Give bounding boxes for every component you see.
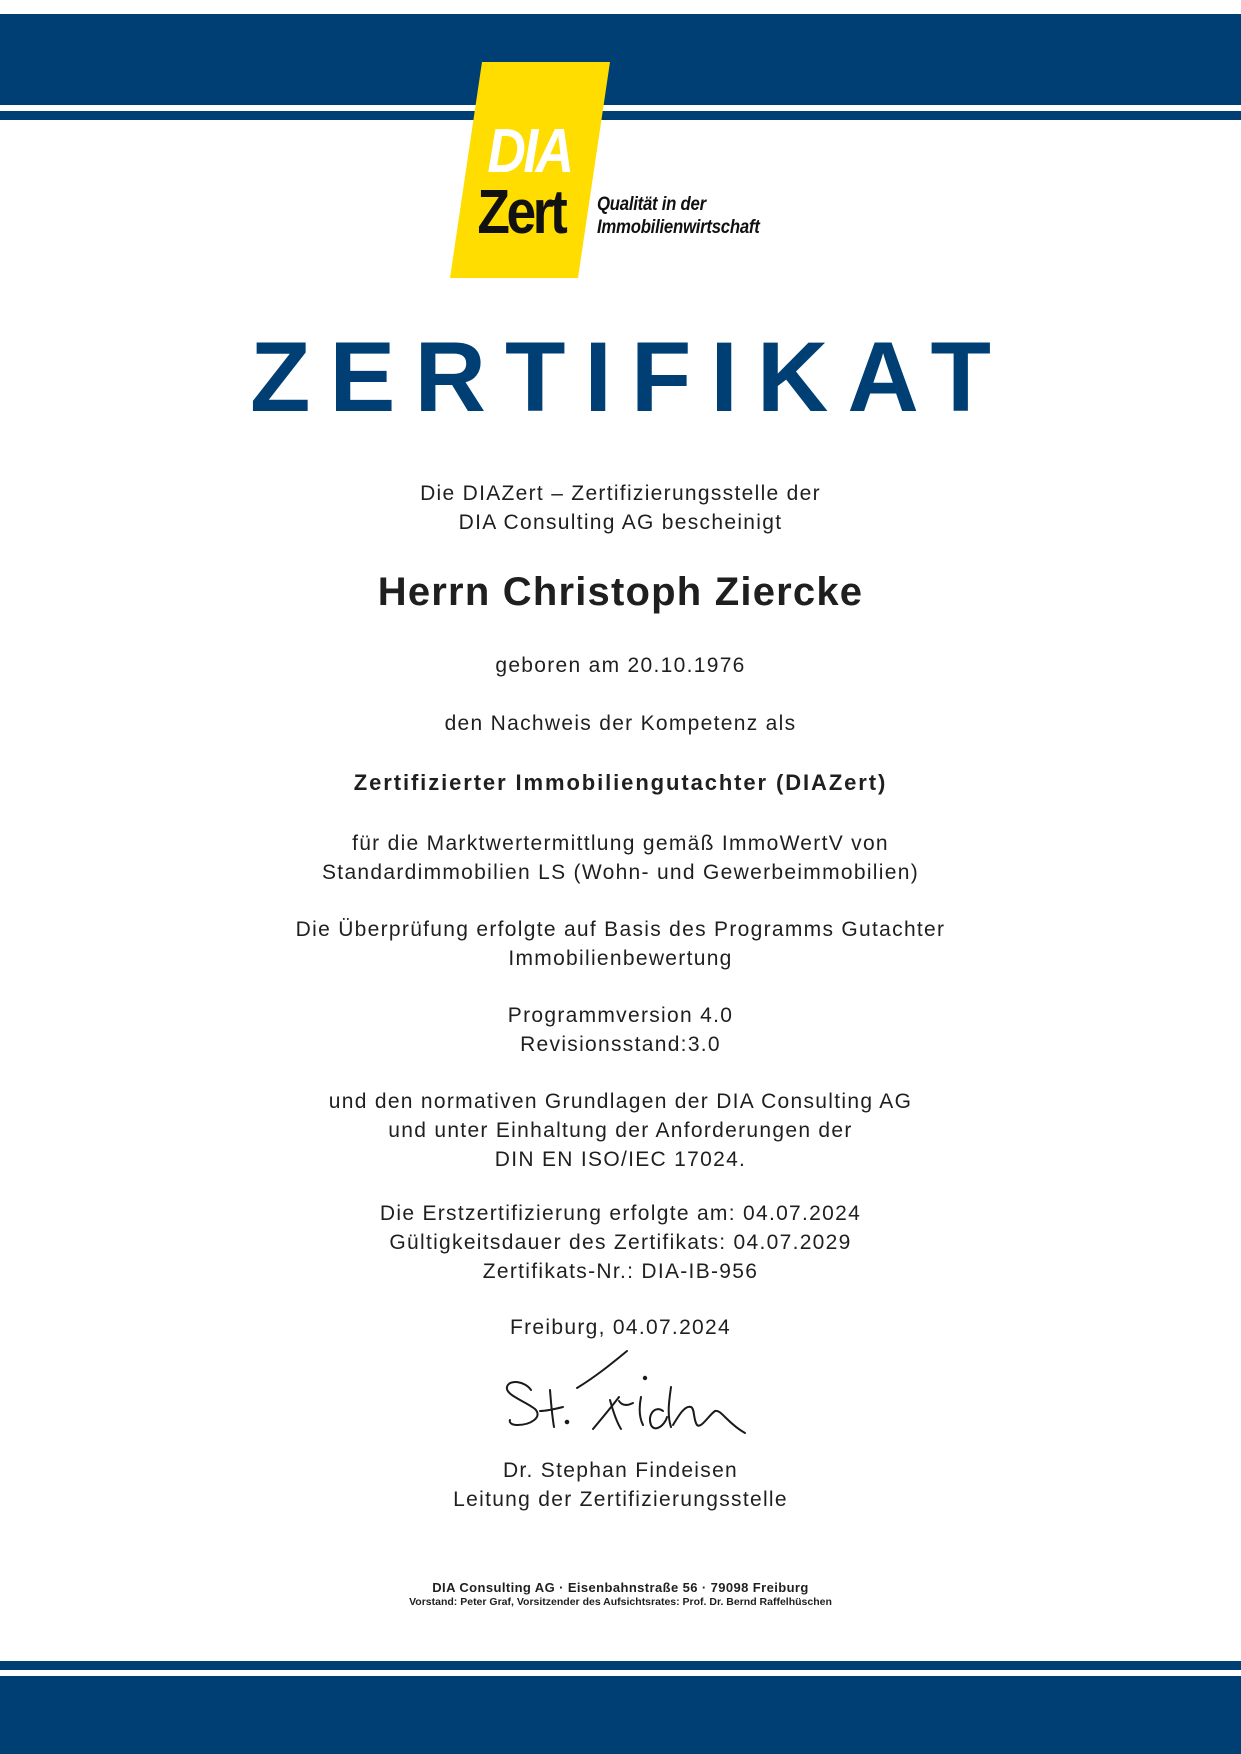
program-version [0, 1001, 1241, 1059]
signatory [0, 1456, 1241, 1514]
revision-line: Revisionsstand:3.0 [520, 1033, 721, 1056]
scope-line-2: Standardimmobilien LS (Wohn- und Gewerbeimmobilien) [322, 861, 919, 884]
scope-text [0, 829, 1241, 887]
basis-line-2: Immobilienbewertung [508, 947, 733, 970]
certificate-number: Zertifikats-Nr.: DIA-IB-956 [482, 1260, 759, 1283]
footer [0, 1580, 1241, 1609]
tagline-line-1: Qualität in der [597, 193, 706, 215]
birth-date [0, 651, 1241, 680]
logo-tagline [597, 193, 760, 239]
recipient-name: Herrn Christoph Ziercke [377, 570, 864, 614]
intro-line-2: DIA Consulting AG bescheinigt [458, 511, 783, 534]
logo-zert-text: Zert [477, 178, 565, 247]
competence-intro [0, 709, 1241, 738]
footer-board: Vorstand: Peter Graf, Vorsitzender des Aufsichtsrates: Prof. Dr. Bernd Raffelhüschen [409, 1596, 832, 1608]
certificate-dates [0, 1199, 1241, 1286]
tagline-line-2: Immobilienwirtschaft [597, 216, 760, 238]
footer-band-thin [0, 1661, 1241, 1670]
logo-parallelogram-icon [440, 55, 800, 285]
norms-line-3: DIN EN ISO/IEC 17024. [494, 1148, 747, 1171]
qualification-title: Zertifizierter Immobiliengutachter (DIAZert) [353, 770, 888, 795]
signatory-name: Dr. Stephan Findeisen [502, 1459, 739, 1482]
signatory-role: Leitung der Zertifizierungsstelle [453, 1488, 788, 1511]
competence-intro-text: den Nachweis der Kompetenz als [444, 712, 797, 735]
certificate-title: ZERTIFIKAT [249, 321, 1011, 432]
basis-text [0, 915, 1241, 973]
diazert-logo [440, 55, 800, 285]
first-certification-date: Die Erstzertifizierung erfolgte am: 04.07.2024 [379, 1202, 862, 1225]
scope-line-1: für die Marktwertermittlung gemäß ImmoWertV von [352, 832, 889, 855]
place-date [0, 1313, 1241, 1342]
basis-line-1: Die Überprüfung erfolgte auf Basis des Programms Gutachter [295, 918, 946, 941]
intro-text [0, 479, 1241, 537]
norms-line-2: und unter Einhaltung der Anforderungen der [388, 1119, 853, 1142]
intro-line-1: Die DIAZert – Zertifizierungsstelle der [420, 482, 821, 505]
logo-dia-text: DIA [487, 117, 572, 186]
norms-text [0, 1087, 1241, 1174]
norms-line-1: und den normativen Grundlagen der DIA Consulting AG [328, 1090, 913, 1113]
place-date-text: Freiburg, 04.07.2024 [510, 1316, 731, 1339]
footer-band-thick [0, 1676, 1241, 1754]
signature-icon [495, 1345, 755, 1445]
program-version-line: Programmversion 4.0 [507, 1004, 734, 1027]
validity-date: Gültigkeitsdauer des Zertifikats: 04.07.2029 [389, 1231, 852, 1254]
footer-address: DIA Consulting AG · Eisenbahnstraße 56 · 79098 Freiburg [432, 1580, 809, 1595]
birth-date-text: geboren am 20.10.1976 [495, 654, 746, 677]
